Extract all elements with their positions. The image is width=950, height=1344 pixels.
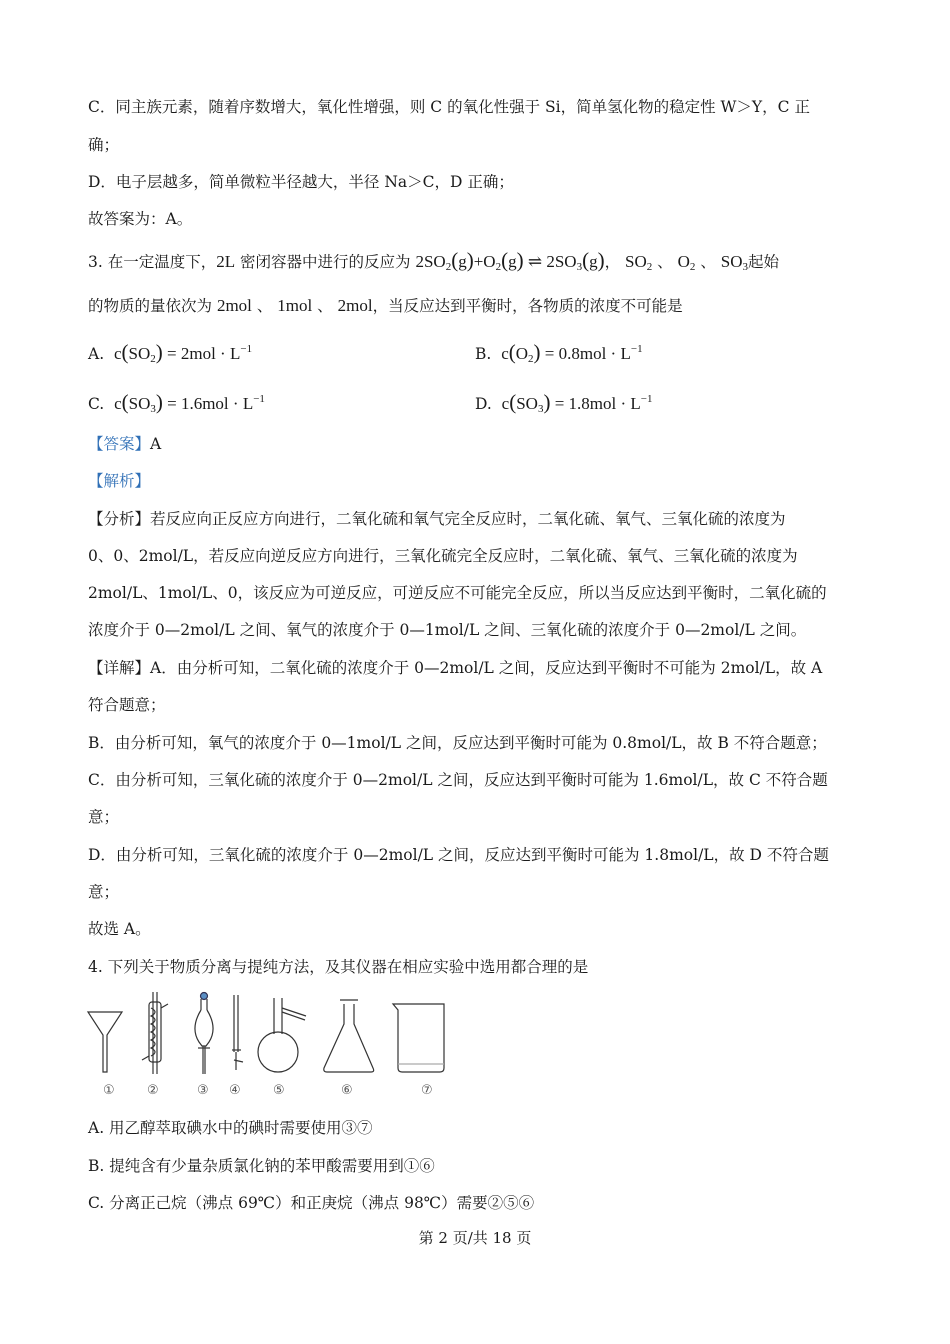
q3-stem-line1: 3. 在一定温度下，2L 密闭容器中进行的反应为 $2SO_2(g)+O_2(g)$ ⇌ $2SO_3(g)$， $SO_2$ 、 $O_2$ 、 $SO_3$起始 [88, 248, 779, 273]
q3-xiangjie-line1: 【详解】A．由分析可知，二氧化硫的浓度介于 0—2mol/L 之间，反应达到平衡时不可能为 2mol/L，故 A [88, 659, 823, 677]
q3-stem-line2: 的物质的量依次为 2mol 、 1mol 、 2mol，当反应达到平衡时，各物质的浓度不可能是 [88, 296, 683, 315]
conical-flask-icon [324, 1000, 374, 1072]
q3-analysis-tag: 【解析】 [88, 472, 151, 490]
lab-instruments-figure [80, 990, 470, 1075]
prev-option-c-line2: 确； [88, 136, 120, 154]
q3-fenxi-line3: 2mol/L、1mol/L、0，该反应为可逆反应，可逆反应不可能完全反应，所以当反应达到平衡时，二氧化硫的 [88, 584, 827, 602]
prev-conclusion: 故答案为：A。 [88, 210, 193, 228]
q3-xiangjie-line8: 故选 A。 [88, 920, 151, 938]
instrument-label-4: ④ [229, 1083, 241, 1098]
prev-option-c-line1: C．同主族元素，随着序数增大，氧化性增强，则 C 的氧化性强于 Si，简单氢化物的稳定性 W＞Y，C 正 [88, 98, 810, 116]
reaction-equation: $2SO_2(g)+O_2(g)$ ⇌ $2SO_3(g)$ [415, 248, 605, 273]
q3-fenxi-line4: 浓度介于 0—2mol/L 之间、氧气的浓度介于 0—1mol/L 之间、三氧化硫的浓度介于 0—2mol/L 之间。 [88, 621, 807, 639]
q3-xiangjie-line5: 意； [88, 808, 120, 826]
q3-option-c: C. $c(SO_3) = 1.6mol \cdot L^{-1}$ [88, 390, 265, 415]
funnel-icon [88, 1012, 122, 1072]
beaker-icon [393, 1004, 444, 1072]
instrument-label-7: ⑦ [421, 1083, 433, 1098]
instrument-label-2: ② [147, 1083, 159, 1098]
q3-fenxi-line2: 0、0、2mol/L，若反应向逆反应方向进行，三氧化硫完全反应时，二氧化硫、氧气、三氧化硫的浓度为 [88, 547, 798, 565]
q3-option-a: A. $c(SO_2) = 2mol \cdot L^{-1}$ [88, 340, 253, 365]
q3-xiangjie-line4: C．由分析可知，三氧化硫的浓度介于 0—2mol/L 之间，反应达到平衡时可能为 1.6mol/L，故 C 不符合题 [88, 771, 828, 789]
q3-fenxi-line1: 【分析】若反应向正反应方向进行，二氧化硫和氧气完全反应时，二氧化硫、氧气、三氧化硫的浓度为 [88, 510, 786, 528]
distillation-flask-icon [258, 998, 306, 1072]
condenser-icon [142, 992, 168, 1074]
separatory-funnel-icon [195, 993, 213, 1075]
q3-xiangjie-line2: 符合题意； [88, 696, 166, 714]
q3-xiangjie-line7: 意； [88, 883, 120, 901]
page-footer: 第 2 页/共 18 页 [418, 1229, 532, 1247]
instrument-label-6: ⑥ [341, 1083, 353, 1098]
q3-option-d: D. $c(SO_3) = 1.8mol \cdot L^{-1}$ [475, 390, 653, 415]
q3-option-b: B. $c(O_2) = 0.8mol \cdot L^{-1}$ [475, 340, 643, 365]
instrument-label-3: ③ [197, 1083, 209, 1098]
burette-icon [232, 995, 243, 1070]
instrument-label-1: ① [103, 1083, 115, 1098]
q4-option-a: A. 用乙醇萃取碘水中的碘时需要使用③⑦ [88, 1119, 373, 1137]
q3-xiangjie-line3: B．由分析可知，氧气的浓度介于 0—1mol/L 之间，反应达到平衡时可能为 0.8mol/L，故 B 不符合题意； [88, 734, 827, 752]
prev-option-d: D．电子层越多，简单微粒半径越大，半径 Na＞C，D 正确； [88, 173, 514, 191]
q3-xiangjie-line6: D．由分析可知，三氧化硫的浓度介于 0—2mol/L 之间，反应达到平衡时可能为 1.8mol/L，故 D 不符合题 [88, 846, 829, 864]
q4-option-b: B. 提纯含有少量杂质氯化钠的苯甲酸需要用到①⑥ [88, 1157, 435, 1175]
q4-stem: 4. 下列关于物质分离与提纯方法，及其仪器在相应实验中选用都合理的是 [88, 958, 589, 976]
q3-answer: 【答案】A [88, 435, 162, 453]
q4-option-c: C. 分离正己烷（沸点 69℃）和正庚烷（沸点 98℃）需要②⑤⑥ [88, 1194, 535, 1212]
instrument-label-5: ⑤ [273, 1083, 285, 1098]
